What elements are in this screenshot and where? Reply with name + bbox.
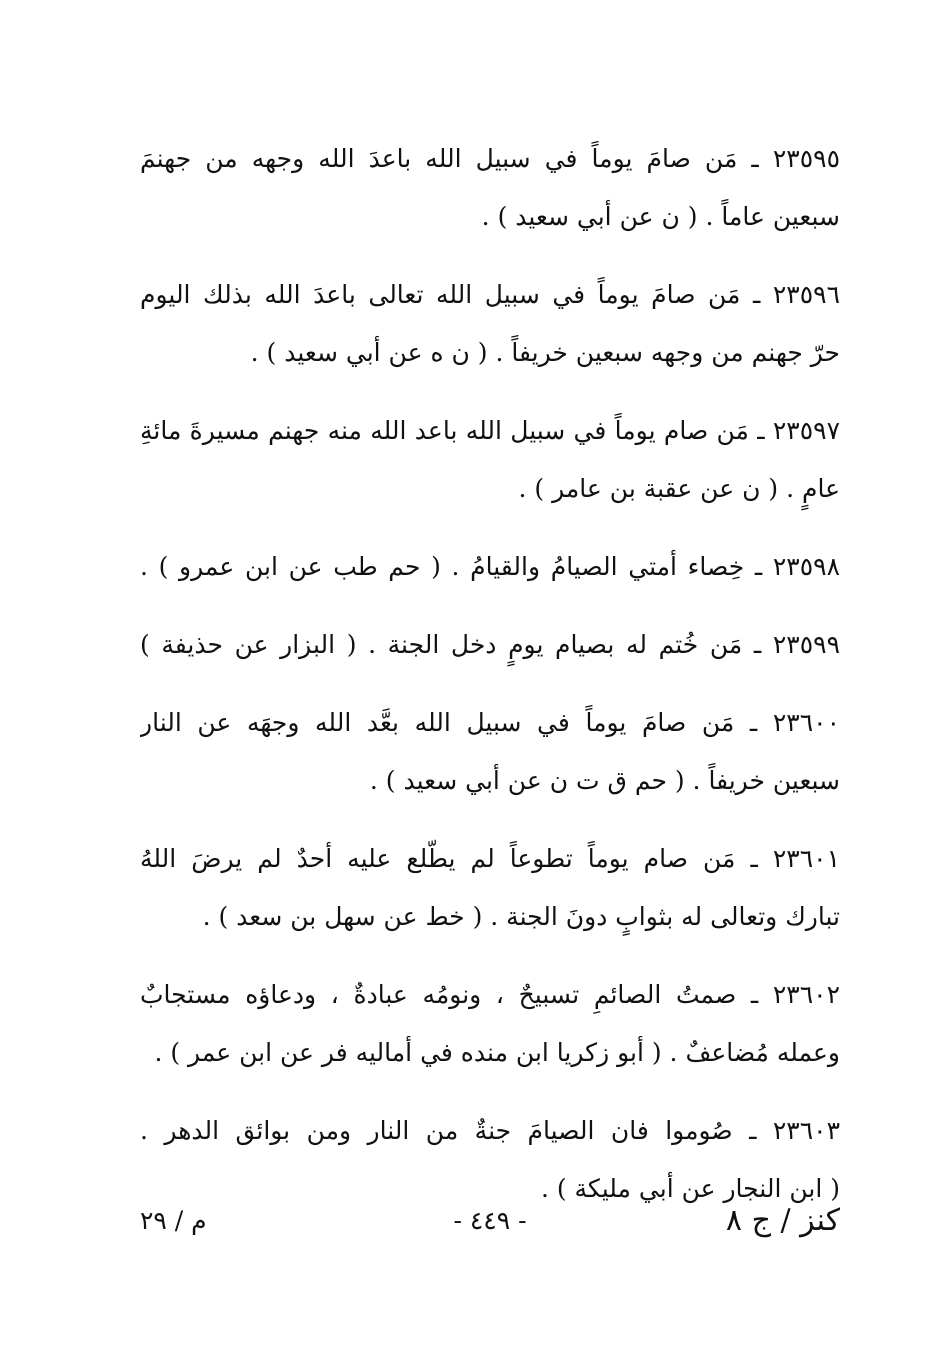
text-line: سبعين خريفاً . ( حم ق ت ن عن أبي سعيد ) .: [369, 766, 840, 795]
text-line: ( ابن النجار عن أبي مليكة ) .: [540, 1174, 840, 1203]
text-line: ٢٣٥٩٦ ـ مَن صامَ يوماً في سبيل الله تعالى باعدَ الله بذلك اليوم: [140, 280, 840, 309]
text-line: ٢٣٥٩٩ ـ مَن خُتم له بصيام يومٍ دخل الجنة . ( البزار عن حذيفة ): [140, 630, 840, 659]
text-line: ٢٣٦٠١ ـ مَن صام يوماً تطوعاً لم يطّلع عليه أحدٌ لم يرضَ اللهُ: [140, 844, 840, 873]
text-line: ٢٣٥٩٥ ـ مَن صامَ يوماً في سبيل الله باعدَ الله وجهه من جهنمَ: [140, 144, 840, 173]
hadith-entry: [140, 830, 840, 946]
text-line: ٢٣٦٠٢ ـ صمتُ الصائمِ تسبيحٌ ، ونومُه عبادةٌ ، ودعاؤه مستجابٌ: [140, 980, 840, 1009]
text-line: وعمله مُضاعفٌ . ( أبو زكريا ابن منده في أماليه فر عن ابن عمر ) .: [154, 1038, 840, 1067]
page-footer: [140, 1196, 840, 1246]
signature-mark: م / ٢٩: [140, 1206, 207, 1235]
hadith-entry: [140, 616, 840, 674]
text-line: ٢٣٥٩٨ ـ خِصاء أمتي الصيامُ والقيامُ . ( حم طب عن ابن عمرو ) .: [140, 552, 840, 581]
text-line: ٢٣٥٩٧ ـ مَن صام يوماً في سبيل الله باعد الله منه جهنم مسيرةَ مائةِ: [140, 416, 840, 445]
hadith-entry: [140, 266, 840, 382]
hadith-entry: [140, 402, 840, 518]
hadith-entry: [140, 694, 840, 810]
text-line: تبارك وتعالى له بثوابٍ دونَ الجنة . ( خط عن سهل بن سعد ) .: [202, 902, 840, 931]
text-line: سبعين عاماً . ( ن عن أبي سعيد ) .: [481, 202, 840, 231]
text-line: عامٍ . ( ن عن عقبة بن عامر ) .: [518, 474, 840, 503]
volume-reference: كنز / ج ٨: [725, 1203, 840, 1238]
hadith-entries: [140, 130, 840, 1238]
hadith-entry: [140, 130, 840, 246]
text-line: ٢٣٦٠٣ ـ صُوموا فان الصيامَ جنةٌ من النار ومن بوائق الدهر .: [140, 1116, 840, 1145]
text-line: حرّ جهنم من وجهه سبعين خريفاً . ( ن ه عن أبي سعيد ) .: [250, 338, 840, 367]
page-number: - ٤٤٩ -: [453, 1206, 527, 1235]
text-line: ٢٣٦٠٠ ـ مَن صامَ يوماً في سبيل الله بعَّد الله وجهَه عن النار: [140, 708, 840, 737]
hadith-entry: [140, 538, 840, 596]
hadith-entry: [140, 966, 840, 1082]
